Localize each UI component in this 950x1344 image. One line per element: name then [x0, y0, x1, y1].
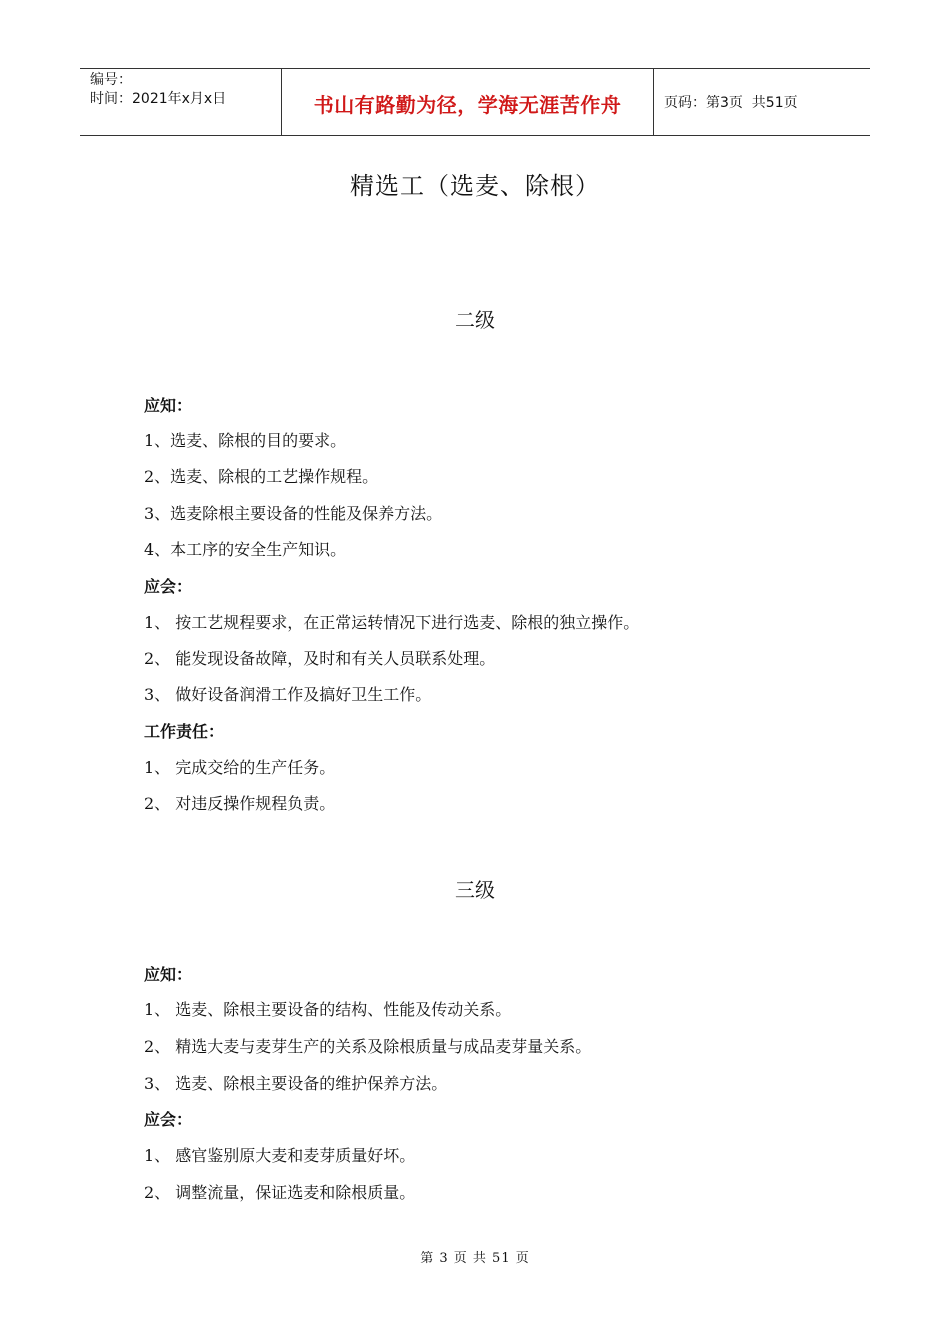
section-label-work-responsibility: 工作责任：: [144, 722, 225, 741]
list-item: 2、 能发现设备故障，及时和有关人员联系处理。: [144, 649, 496, 668]
list-item: 1、选麦、除根的目的要求。: [144, 431, 347, 450]
list-item: 1、 按工艺规程要求，在正常运转情况下进行选麦、除根的独立操作。: [144, 613, 640, 632]
header-page-info: 页码：第3页 共51页: [664, 95, 798, 111]
level-title-3: 三级: [455, 878, 495, 902]
level-title-2: 二级: [455, 308, 495, 332]
list-item: 1、 感官鉴别原大麦和麦芽质量好坏。: [144, 1146, 416, 1165]
header-table: [80, 68, 870, 136]
list-item: 4、本工序的安全生产知识。: [144, 540, 347, 559]
list-item: 3、选麦除根主要设备的性能及保养方法。: [144, 504, 443, 523]
list-item: 2、选麦、除根的工艺操作规程。: [144, 467, 379, 486]
header-motto: 书山有路勤为径，学海无涯苦作舟: [313, 92, 622, 117]
list-item: 1、 选麦、除根主要设备的结构、性能及传动关系。: [144, 1000, 512, 1019]
header-meta-cell: [80, 69, 282, 135]
document-time-label: 时间：2021年x月x日: [90, 91, 227, 107]
section-label-yinghui: 应会：: [144, 577, 193, 596]
list-item: 3、 做好设备润滑工作及搞好卫生工作。: [144, 685, 432, 704]
document-title: 精选工（选麦、除根）: [350, 172, 600, 200]
list-item: 1、 完成交给的生产任务。: [144, 758, 336, 777]
list-item: 2、 对违反操作规程负责。: [144, 794, 336, 813]
page-footer: 第 3 页 共 51 页: [420, 1251, 530, 1266]
list-item: 2、 调整流量，保证选麦和除根质量。: [144, 1183, 416, 1202]
document-number-label: 编号：: [90, 72, 132, 88]
section-label-yingzhi: 应知：: [144, 965, 193, 984]
header-motto-cell: [282, 69, 654, 135]
list-item: 2、 精选大麦与麦芽生产的关系及除根质量与成品麦芽量关系。: [144, 1037, 592, 1056]
section-label-yinghui: 应会：: [144, 1110, 193, 1129]
list-item: 3、 选麦、除根主要设备的维护保养方法。: [144, 1074, 448, 1093]
header-page-cell: [654, 69, 870, 135]
section-label-yingzhi: 应知：: [144, 396, 193, 415]
